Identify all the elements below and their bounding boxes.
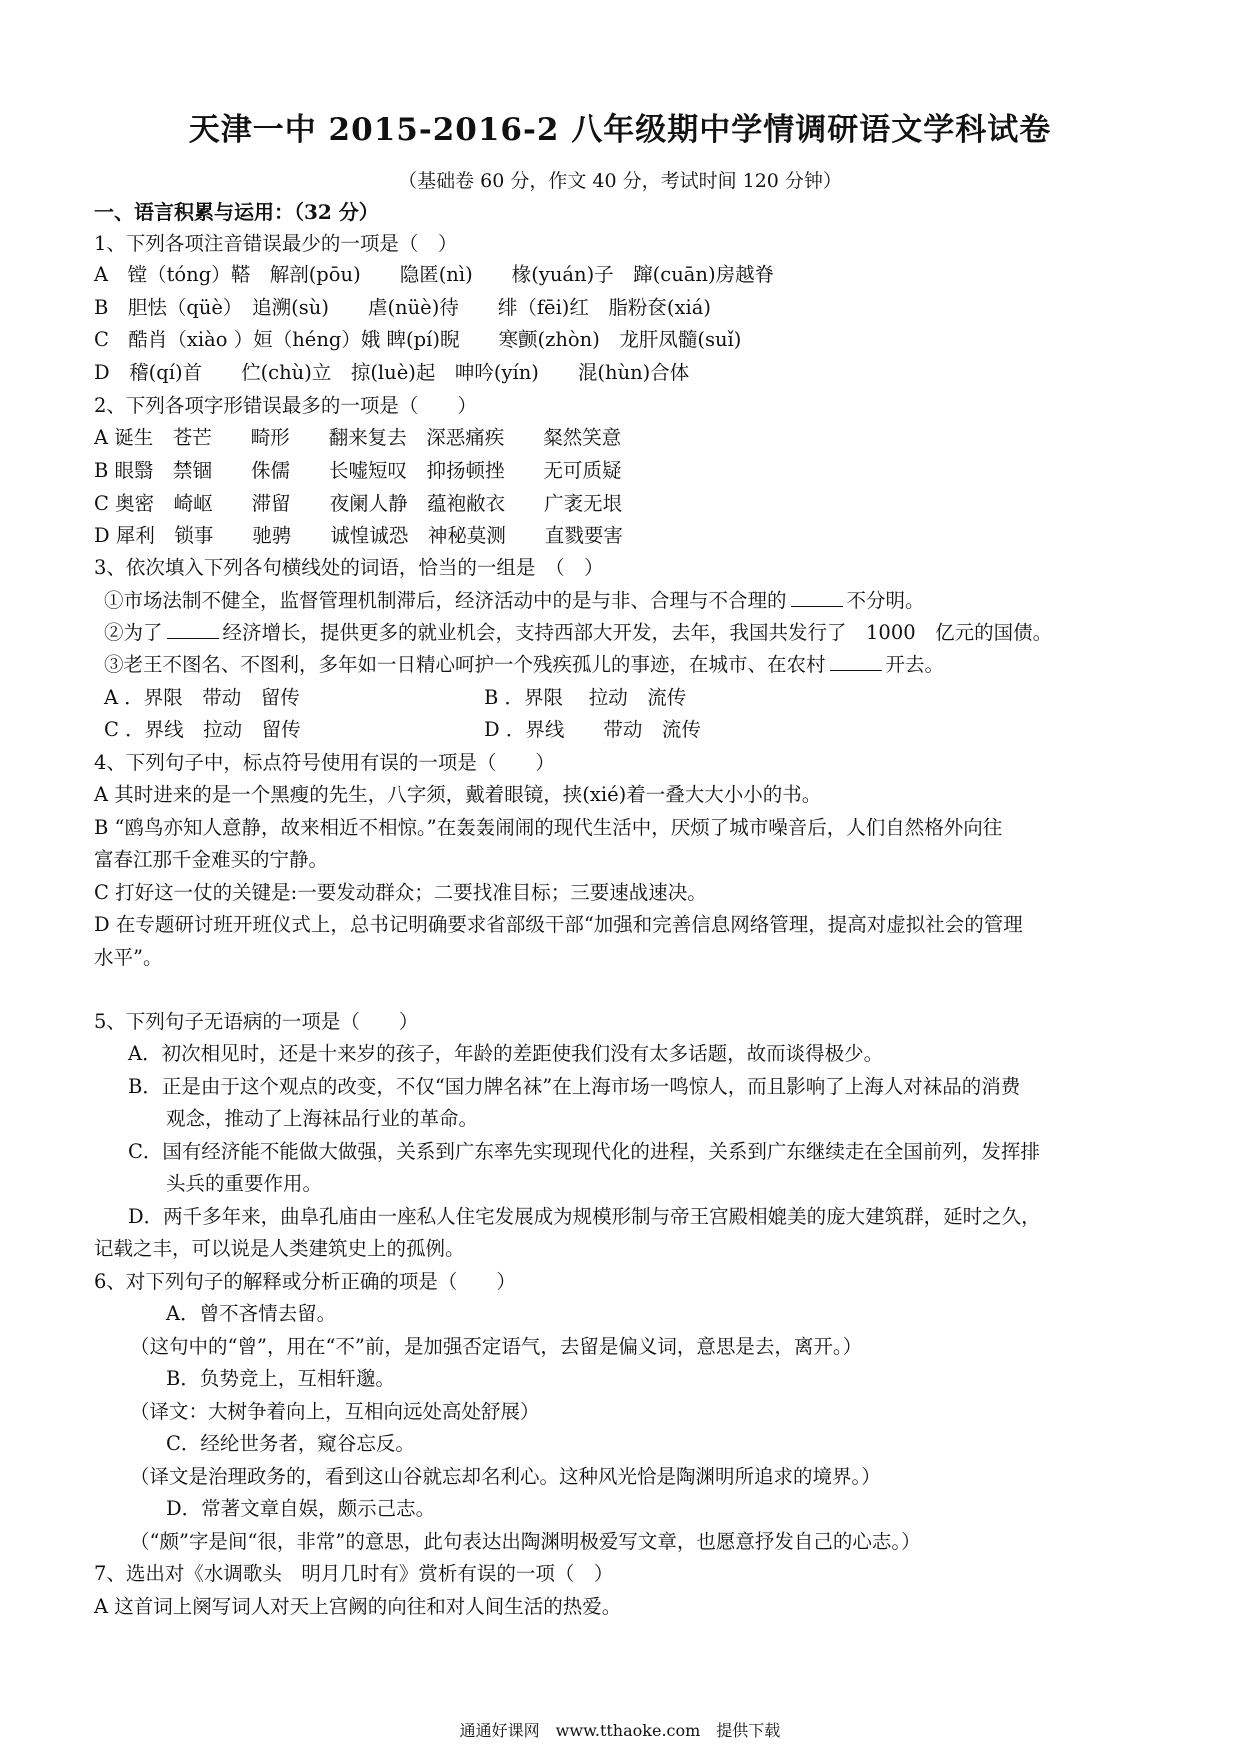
- q1-option-d: D 稽(qí)首 伫(chù)立 掠(luè)起 呻吟(yín) 混(hùn)合体: [94, 361, 690, 384]
- q3-sentence-3: ③老王不图名、不图利，多年如一日精心呵护一个残疾孤儿的事迹，在城市、在农村 开去。: [104, 653, 945, 676]
- q3-sentence-2: ②为了 经济增长，提供更多的就业机会，支持西部大开发，去年，我国共发行了 1000 亿元的国债。: [104, 621, 1053, 644]
- fill-blank: [167, 624, 219, 639]
- q1-option-a: A 镗（tóng）鞳 解剖(pōu) 隐匿(nì) 椽(yuán)子 蹿(cuān)房越脊: [94, 263, 775, 286]
- fill-blank: [791, 592, 843, 607]
- q7-stem: 7、选出对《水调歌头 明月几时有》赏析有误的一项（ ）: [94, 1562, 614, 1585]
- q6-option-d: D．常著文章自娱，颇示己志。: [166, 1497, 436, 1520]
- q5-option-a: A．初次相见时，还是十来岁的孩子，年龄的差距使我们没有太多话题，故而谈得极少。: [128, 1042, 884, 1065]
- q2-stem: 2、下列各项字形错误最多的一项是（ ）: [94, 394, 477, 417]
- q4-stem: 4、下列句子中，标点符号使用有误的一项是（ ）: [94, 751, 555, 774]
- q3-option-b: B ．界限 拉动 流传: [484, 686, 687, 709]
- page-title: 天津一中 2015-2016-2 八年级期中学情调研语文学科试卷: [188, 112, 1052, 148]
- q6-stem: 6、对下列句子的解释或分析正确的项是（ ）: [94, 1270, 516, 1293]
- q2-option-a: A 诞生 苍芒 畸形 翻来复去 深恶痛疾 粲然笑意: [94, 426, 622, 449]
- q6-option-c: C．经纶世务者，窥谷忘反。: [166, 1432, 415, 1455]
- q5-option-d-line2: 记载之丰，可以说是人类建筑史上的孤例。: [94, 1237, 465, 1260]
- q5-option-b-line1: B．正是由于这个观点的改变，不仅“国力牌名袜”在上海市场一鸣惊人，而且影响了上海人对袜品的消费: [128, 1075, 1021, 1098]
- q5-option-d-line1: D．两千多年来，曲阜孔庙由一座私人住宅发展成为规模形制与帝王宫殿相媲美的庞大建筑群，延时之久，: [128, 1205, 1041, 1228]
- q5-option-b-line2: 观念，推动了上海袜品行业的革命。: [166, 1107, 479, 1130]
- q6-option-b: B．负势竞上，互相轩邈。: [166, 1367, 395, 1390]
- q2-option-d: D 犀利 锁事 驰骋 诚惶诚恐 神秘莫测 直戮要害: [94, 524, 623, 547]
- q1-stem: 1、下列各项注音错误最少的一项是（ ）: [94, 232, 458, 255]
- q3-sentence-1: ①市场法制不健全，监督管理机制滞后，经济活动中的是与非、合理与不合理的 不分明。: [104, 589, 925, 612]
- q6-option-d-note: （“颇”字是间“很，非常”的意思，此句表达出陶渊明极爱写文章，也愿意抒发自己的心志。）: [130, 1530, 921, 1553]
- q4-option-b-line2: 富春江那千金难买的宁静。: [94, 848, 329, 871]
- q6-option-a-note: （这句中的“曾”，用在“不”前，是加强否定语气，去留是偏义词，意思是去，离开。）: [130, 1335, 863, 1358]
- q4-option-b-line1: B “鸥鸟亦知人意静，故来相近不相惊。”在轰轰闹闹的现代生活中，厌烦了城市噪音后，人们自然格外向往: [94, 816, 1003, 839]
- q4-option-d-line2: 水平”。: [94, 946, 163, 969]
- q2-option-c: C 奥密 崎岖 滞留 夜阑人静 蕴袍敝衣 广袤无垠: [94, 492, 623, 515]
- q3-option-a: A ．界限 带动 留传: [104, 686, 300, 709]
- q5-stem: 5、下列句子无语病的一项是（ ）: [94, 1010, 419, 1033]
- q6-option-a: A．曾不吝情去留。: [166, 1302, 337, 1325]
- q3-option-c: C ．界线 拉动 留传: [104, 718, 301, 741]
- q4-option-a: A 其时进来的是一个黑瘦的先生，八字须，戴着眼镜，挟(xié)着一叠大大小小的书。: [94, 783, 822, 806]
- q3-stem: 3、依次填入下列各句横线处的词语，恰当的一组是 （ ）: [94, 556, 604, 579]
- q5-option-c-line2: 头兵的重要作用。: [166, 1172, 323, 1195]
- page-footer: 通通好课网 www.tthaoke.com 提供下载: [459, 1721, 781, 1740]
- fill-blank: [830, 656, 882, 671]
- q4-option-c: C 打好这一仗的关键是:一要发动群众；二要找准目标；三要速战速决。: [94, 881, 707, 904]
- q6-option-b-note: （译文：大树争着向上，互相向远处高处舒展）: [130, 1400, 540, 1423]
- q7-option-a: A 这首词上阕写词人对天上宫阙的向往和对人间生活的热爱。: [94, 1595, 622, 1618]
- q2-option-b: B 眼翳 禁锢 侏儒 长嘘短叹 抑扬顿挫 无可质疑: [94, 459, 622, 482]
- exam-subtitle: （基础卷 60 分，作文 40 分，考试时间 120 分钟）: [398, 170, 842, 192]
- q6-option-c-note: （译文是治理政务的，看到这山谷就忘却名利心。这种风光恰是陶渊明所追求的境界。）: [130, 1465, 881, 1488]
- q5-option-c-line1: C．国有经济能不能做大做强，关系到广东率先实现现代化的进程，关系到广东继续走在全国前列，发挥排: [128, 1140, 1040, 1163]
- section-heading: 一、语言积累与运用：（32 分）: [94, 200, 379, 224]
- q3-option-d: D ．界线 带动 流传: [484, 718, 701, 741]
- q1-option-c: C 酷肖（xiào ）姮（héng）娥 睥(pí)睨 寒颤(zhòn) 龙肝凤髓(suǐ): [94, 328, 742, 351]
- q1-option-b: B 胆怯（qüè） 追溯(sù) 虐(nüè)待 绯（fēi)红 脂粉奁(xiá): [94, 296, 711, 319]
- q4-option-d-line1: D 在专题研讨班开班仪式上，总书记明确要求省部级干部“加强和完善信息网络管理，提高对虚拟社会的管理: [94, 913, 1023, 936]
